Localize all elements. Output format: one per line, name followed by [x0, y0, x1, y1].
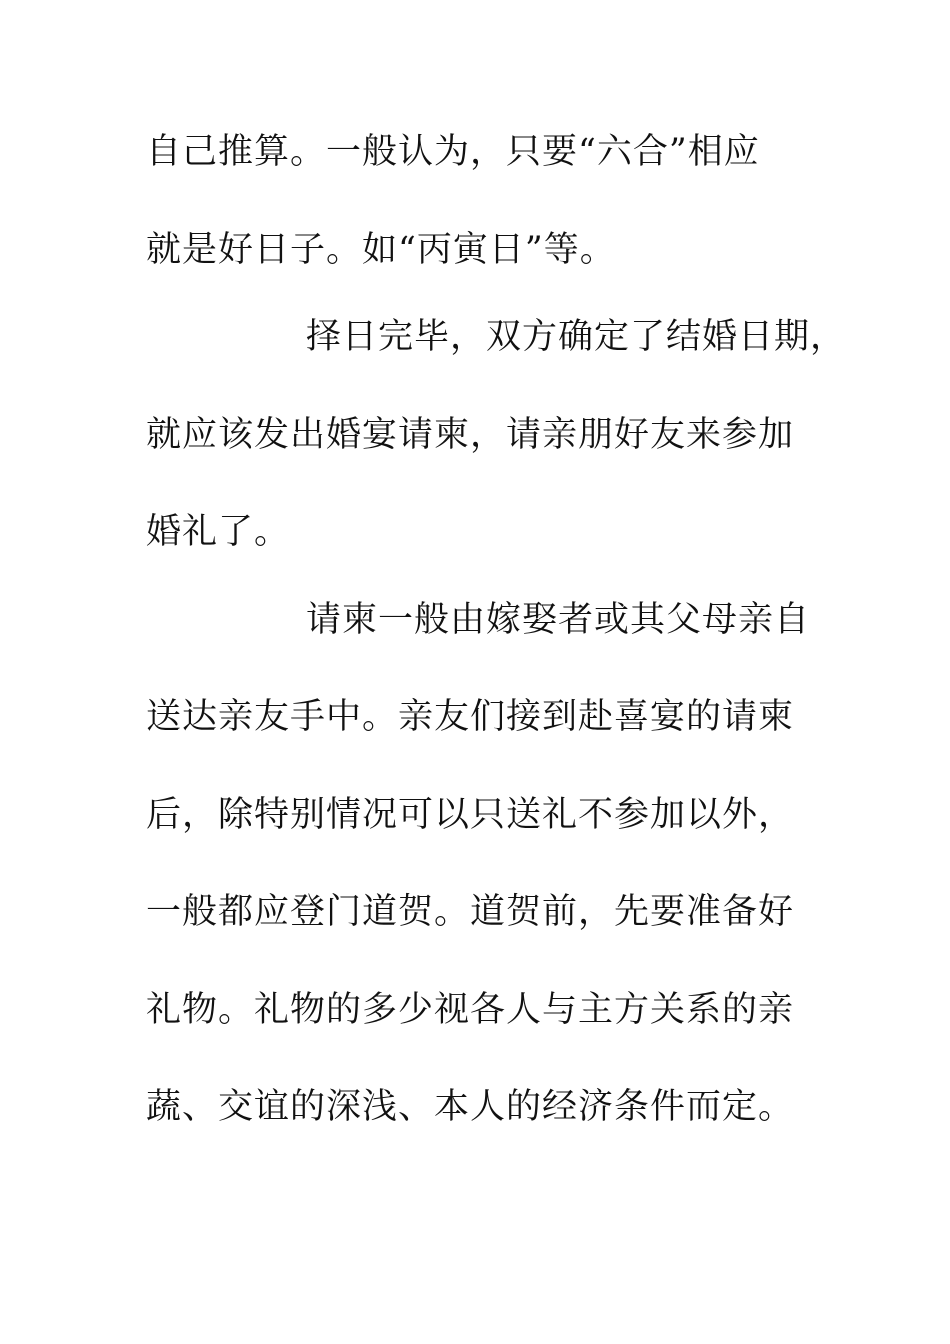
text-line-10: 礼物。礼物的多少视各人与主方关系的亲: [146, 990, 795, 1030]
text-line-5: 婚礼了。: [146, 512, 291, 552]
text-line-9: 一般都应登门道贺。道贺前，先要准备好: [146, 892, 795, 932]
text-line-2: 就是好日子。如“丙寅日”等。: [146, 230, 616, 270]
text-line-3: 择日完毕，双方确定了结婚日期，: [306, 317, 847, 357]
text-line-6: 请柬一般由嫁娶者或其父母亲自: [306, 600, 811, 640]
text-line-4: 就应该发出婚宴请柬，请亲朋好友来参加: [146, 415, 795, 455]
text-line-8: 后，除特别情况可以只送礼不参加以外，: [146, 795, 795, 835]
text-line-7: 送达亲友手中。亲友们接到赴喜宴的请柬: [146, 697, 795, 737]
text-line-1: 自己推算。一般认为，只要“六合”相应: [146, 132, 760, 172]
text-line-11: 蔬、交谊的深浅、本人的经济条件而定。: [146, 1087, 795, 1127]
